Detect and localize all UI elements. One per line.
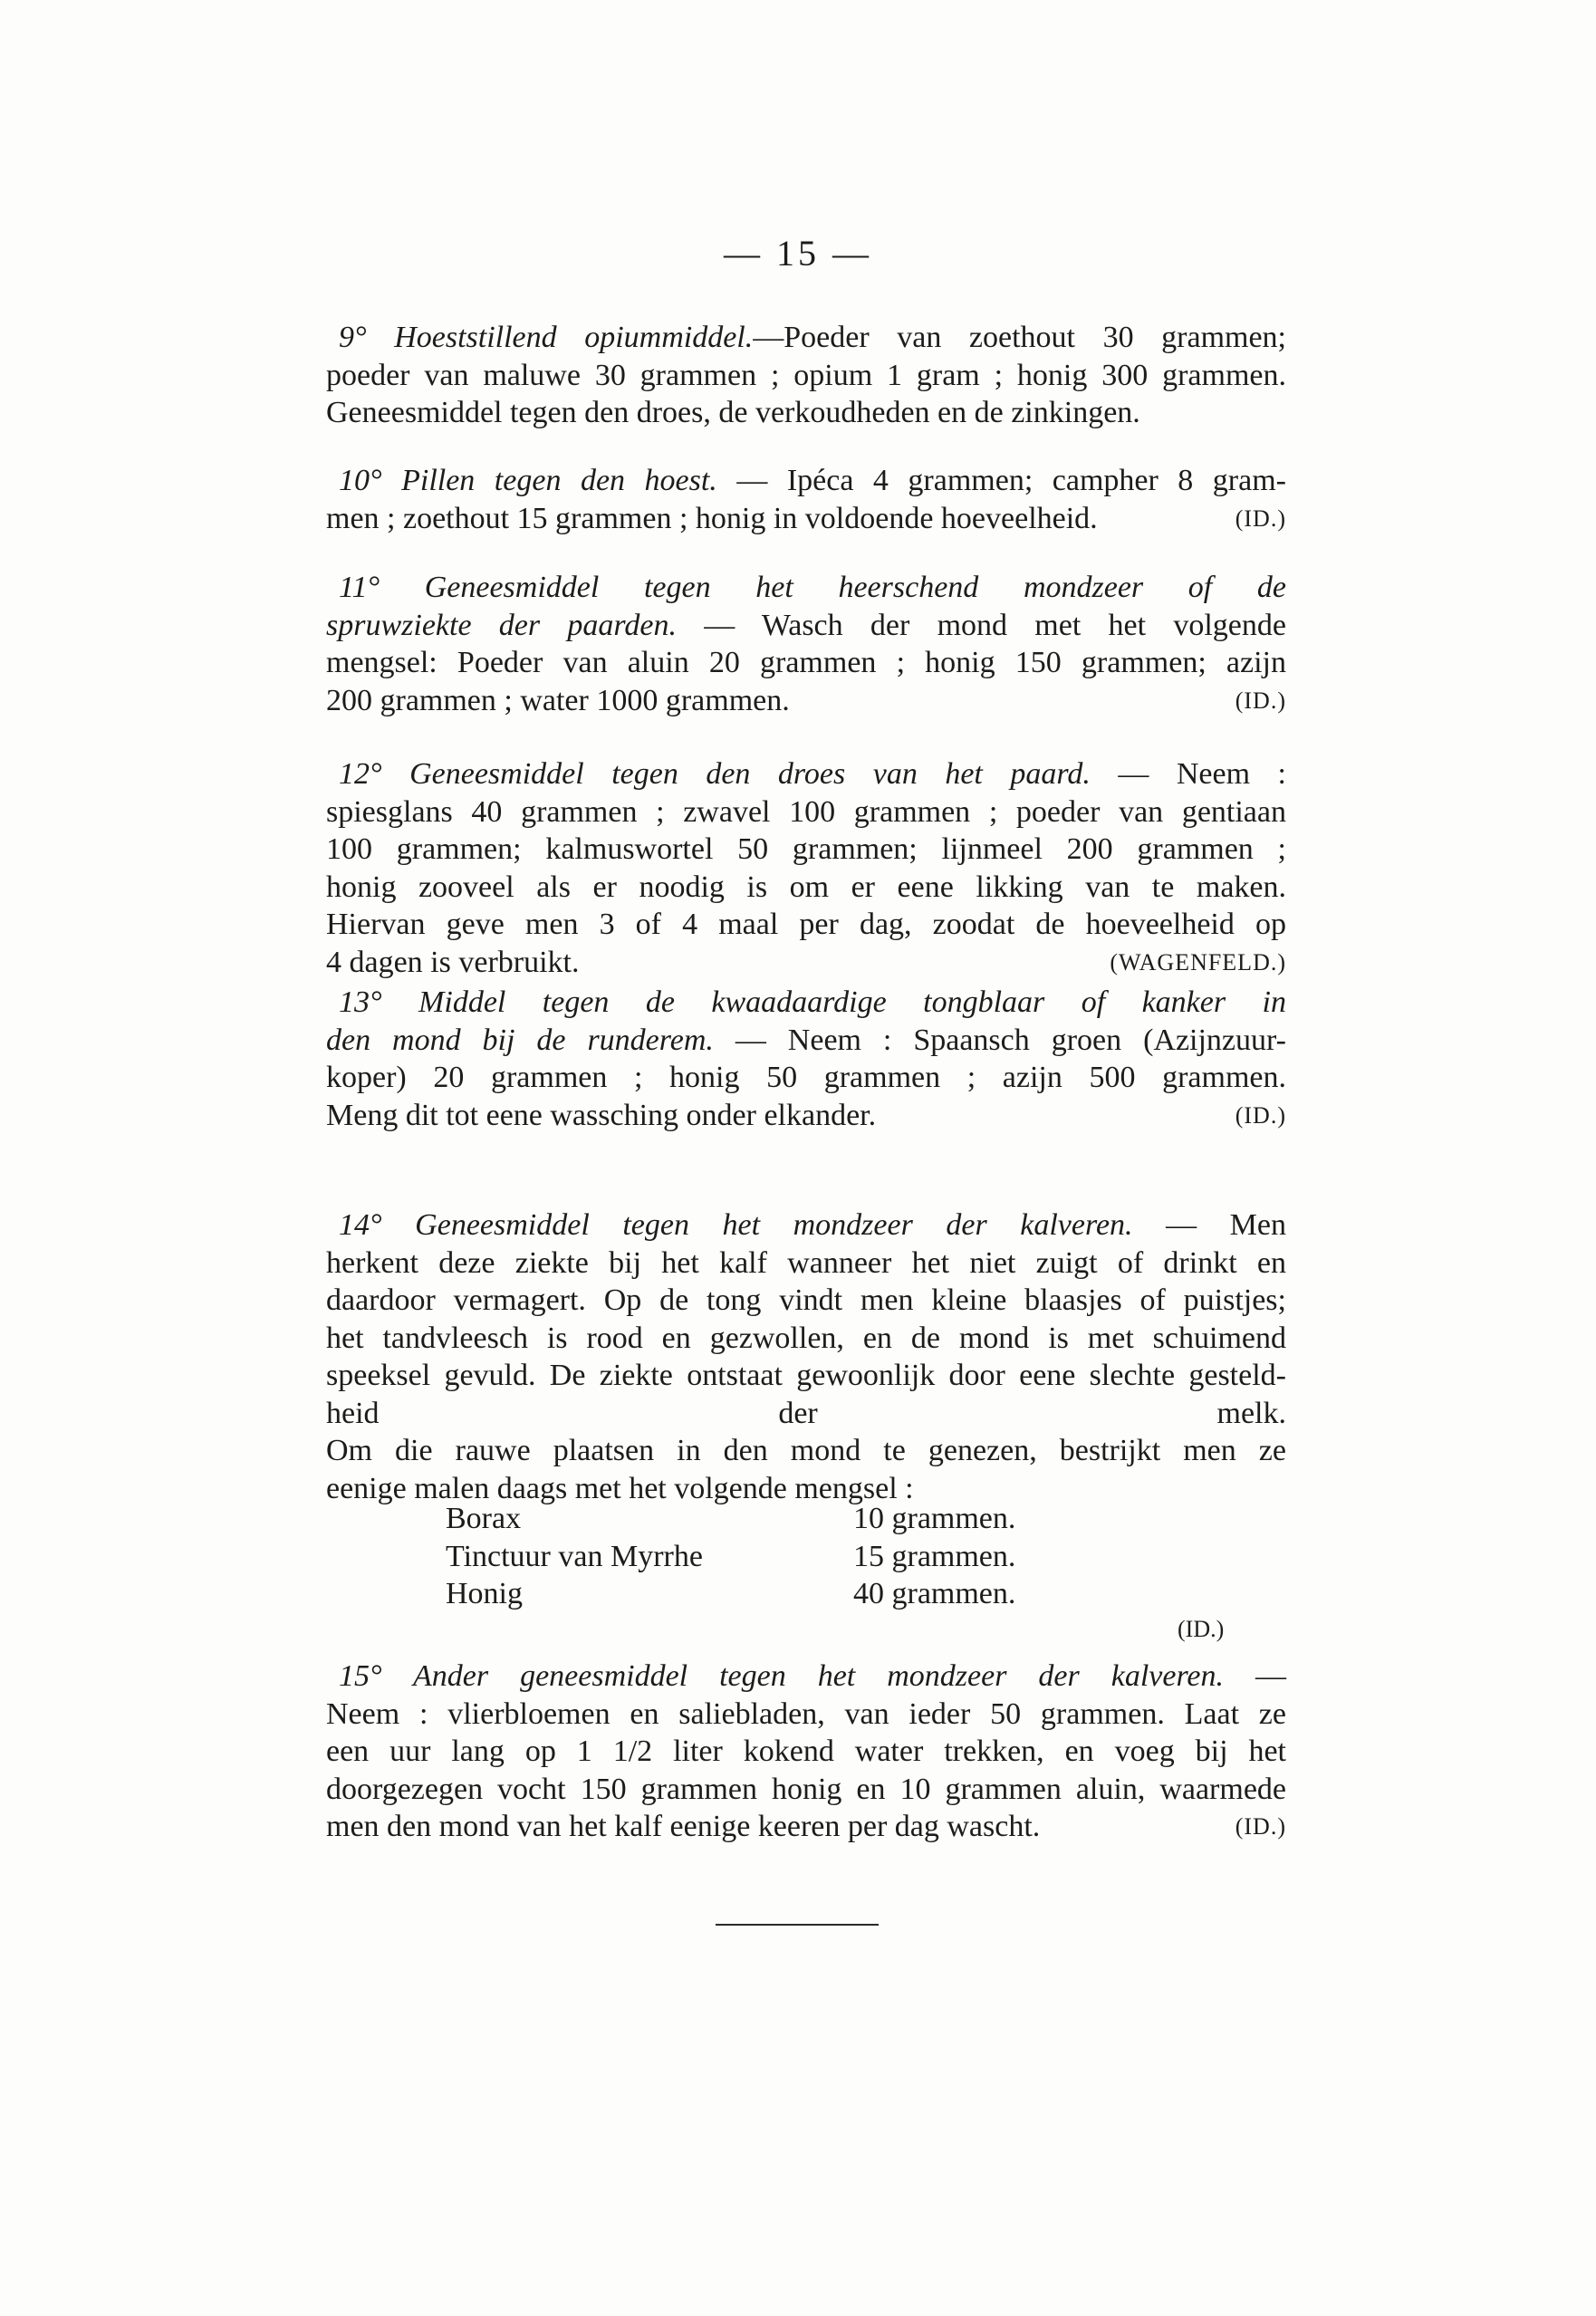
recipe-text: daardoor vermagert. Op de tong vindt men kleine blaasjes of puistjes; bbox=[326, 1283, 1286, 1317]
recipe-text: — Neem : Spaansch groen (Azijnzuur- bbox=[713, 1023, 1286, 1057]
recipe-number: 12° bbox=[339, 757, 410, 791]
source-citation: (ID.) bbox=[1235, 505, 1286, 532]
recipe-title: Geneesmiddel tegen het mondzeer der kalveren. bbox=[415, 1208, 1133, 1242]
recipe-number: 14° bbox=[339, 1208, 416, 1242]
line-content bbox=[326, 1283, 1286, 1317]
recipe-text: Hiervan geve men 3 of 4 maal per dag, zoodat de hoeveelheid op bbox=[326, 908, 1286, 941]
text-line bbox=[326, 1696, 1286, 1734]
recipe-text: speeksel gevuld. De ziekte ontstaat gewoonlijk door eene slechte gesteld- bbox=[326, 1359, 1286, 1392]
ingredient-quantity: 15 grammen. bbox=[853, 1539, 1016, 1573]
recipe-text: 100 grammen; kalmuswortel 50 grammen; lijnmeel 200 grammen ; bbox=[326, 832, 1286, 866]
recipe-text: Geneesmiddel tegen den droes, de verkoudheden en de zinkingen. bbox=[326, 396, 1140, 429]
recipe-entry bbox=[326, 984, 1286, 1134]
ingredient-quantity: 40 grammen. bbox=[853, 1577, 1016, 1610]
line-content bbox=[326, 1397, 1286, 1430]
recipe-text: —Poeder van zoethout 30 grammen; bbox=[753, 321, 1287, 354]
text-line bbox=[326, 1097, 1286, 1135]
recipe-text: men den mond van het kalf eenige keeren per dag wascht. bbox=[326, 1810, 1041, 1843]
line-content bbox=[326, 1359, 1286, 1392]
text-line bbox=[326, 1771, 1286, 1809]
line-content bbox=[326, 870, 1286, 904]
recipe-number: 13° bbox=[339, 985, 419, 1019]
text-line bbox=[326, 644, 1286, 682]
recipe-title: Pillen tegen den hoest. bbox=[401, 464, 717, 497]
line-content bbox=[326, 1097, 876, 1135]
recipe-number: 10° bbox=[339, 464, 402, 497]
recipe-text: koper) 20 grammen ; honig 50 grammen ; azijn 500 grammen. bbox=[326, 1061, 1286, 1094]
line-content bbox=[326, 1735, 1286, 1768]
line-content bbox=[326, 500, 1098, 538]
page-number: — 15 — bbox=[724, 233, 872, 274]
line-content bbox=[326, 795, 1286, 829]
line-content bbox=[339, 757, 1286, 791]
text-line bbox=[326, 569, 1286, 607]
line-content bbox=[326, 908, 1286, 941]
recipe-number: 11° bbox=[339, 571, 425, 604]
line-content bbox=[326, 646, 1286, 679]
text-line bbox=[326, 1206, 1286, 1244]
ingredient-quantity: 10 grammen. bbox=[853, 1502, 1016, 1535]
text-line bbox=[326, 682, 1286, 720]
line-content bbox=[326, 682, 790, 720]
ingredient-name: Borax bbox=[446, 1502, 522, 1535]
recipe-text: spiesglans 40 grammen ; zwavel 100 grammen ; poeder van gentiaan bbox=[326, 794, 1286, 829]
line-content bbox=[339, 571, 1286, 604]
text-line bbox=[326, 793, 1286, 831]
line-content bbox=[326, 1773, 1286, 1806]
line-content bbox=[339, 985, 1286, 1019]
ingredient-name: Tinctuur van Myrrhe bbox=[446, 1539, 703, 1573]
recipe-text: — Men bbox=[1132, 1208, 1286, 1242]
text-line bbox=[326, 984, 1286, 1022]
ingredient-name: Honig bbox=[446, 1577, 523, 1610]
line-content bbox=[326, 359, 1286, 392]
line-content bbox=[326, 396, 1140, 429]
recipe-title: Ander geneesmiddel tegen het mondzeer der kalveren. bbox=[412, 1659, 1225, 1693]
recipe-text: Neem : vlierbloemen en saliebladen, van ieder 50 grammen. Laat ze bbox=[326, 1696, 1286, 1731]
ingredient-row bbox=[446, 1575, 1116, 1613]
line-content bbox=[326, 944, 580, 982]
recipe-number: 15° bbox=[339, 1659, 413, 1693]
line-content bbox=[326, 1697, 1286, 1731]
recipe-text: men ; zoethout 15 grammen ; honig in voldoende hoeveelheid. bbox=[326, 501, 1098, 535]
recipe-entry bbox=[326, 319, 1286, 432]
line-content bbox=[339, 1659, 1286, 1693]
line-content bbox=[339, 464, 1286, 497]
ingredients-source: (ID.) bbox=[1178, 1616, 1225, 1642]
end-divider bbox=[716, 1924, 879, 1926]
text-line bbox=[326, 607, 1286, 645]
text-line bbox=[326, 357, 1286, 395]
text-line bbox=[326, 1320, 1286, 1358]
recipe-title: Middel tegen de kwaadaardige tongblaar of kanker in bbox=[418, 985, 1286, 1019]
text-line bbox=[326, 1432, 1286, 1470]
text-line bbox=[326, 1395, 1286, 1433]
recipe-entry bbox=[326, 1658, 1286, 1846]
text-line bbox=[326, 1357, 1286, 1395]
text-line bbox=[326, 1022, 1286, 1060]
recipe-title: Geneesmiddel tegen den droes van het paard. bbox=[409, 757, 1091, 791]
recipe-title: spruwziekte der paarden. bbox=[326, 608, 677, 642]
line-content bbox=[339, 321, 1286, 354]
text-line bbox=[326, 1059, 1286, 1097]
recipe-text: het tandvleesch is rood en gezwollen, en de mond is met schuimend bbox=[326, 1321, 1286, 1355]
line-content bbox=[326, 1434, 1286, 1467]
ingredient-row bbox=[446, 1500, 1116, 1538]
line-content bbox=[326, 1023, 1286, 1057]
text-line bbox=[326, 394, 1286, 432]
recipe-text: Om die rauwe plaatsen in den mond te genezen, bestrijkt men ze bbox=[326, 1434, 1286, 1467]
text-line bbox=[326, 906, 1286, 944]
recipe-number: 9° bbox=[339, 321, 395, 354]
text-line bbox=[326, 1733, 1286, 1771]
recipe-text: doorgezegen vocht 150 grammen honig en 10 grammen aluin, waarmede bbox=[326, 1772, 1286, 1806]
ingredient-row bbox=[446, 1538, 1116, 1576]
text-line bbox=[326, 944, 1286, 982]
recipe-title: Hoeststillend opiummiddel. bbox=[394, 321, 754, 354]
recipe-text: 4 dagen is verbruikt. bbox=[326, 945, 580, 979]
recipe-text: honig zooveel als er noodig is om er eene likking van te maken. bbox=[326, 870, 1286, 904]
recipe-entry bbox=[326, 755, 1286, 981]
recipe-text: een uur lang op 1 1/2 liter kokend water trekken, en voeg bij het bbox=[326, 1735, 1286, 1768]
text-line bbox=[326, 1658, 1286, 1696]
recipe-text: herkent deze ziekte bij het kalf wanneer het niet zuigt of drinkt en bbox=[326, 1245, 1286, 1280]
line-content bbox=[326, 1061, 1286, 1094]
source-citation: (ID.) bbox=[1235, 1813, 1286, 1840]
text-line bbox=[326, 319, 1286, 357]
recipe-text: eenige malen daags met het volgende mengsel : bbox=[326, 1471, 914, 1505]
recipe-text: Meng dit tot eene wassching onder elkander. bbox=[326, 1098, 877, 1132]
recipe-entry bbox=[326, 569, 1286, 719]
text-line bbox=[326, 1808, 1286, 1846]
text-line bbox=[326, 831, 1286, 869]
recipe-text: — bbox=[1224, 1659, 1287, 1693]
recipe-text: — Neem : bbox=[1090, 757, 1286, 791]
recipe-entry bbox=[326, 462, 1286, 537]
line-content bbox=[326, 609, 1286, 642]
line-content bbox=[339, 1208, 1286, 1242]
recipe-text: poeder van maluwe 30 grammen ; opium 1 gram ; honig 300 grammen. bbox=[326, 358, 1286, 392]
recipe-title: den mond bij de runderem. bbox=[326, 1023, 714, 1057]
source-citation: (WAGENFELD.) bbox=[1110, 948, 1286, 975]
recipe-text: — Wasch der mond met het volgende bbox=[676, 608, 1286, 642]
line-content bbox=[326, 1321, 1286, 1355]
source-citation: (ID.) bbox=[1235, 687, 1286, 714]
recipe-text: mengsel: Poeder van aluin 20 grammen ; honig 150 grammen; azijn bbox=[326, 646, 1286, 679]
text-line bbox=[326, 500, 1286, 538]
source-citation: (ID.) bbox=[1235, 1101, 1286, 1129]
text-line bbox=[326, 869, 1286, 907]
line-content bbox=[326, 1246, 1286, 1280]
text-line bbox=[326, 755, 1286, 793]
text-line bbox=[326, 1244, 1286, 1283]
ingredients-table bbox=[446, 1500, 1116, 1613]
recipe-text: heid der melk. bbox=[326, 1396, 1286, 1430]
recipe-text: — Ipéca 4 grammen; campher 8 gram- bbox=[716, 464, 1286, 497]
line-content bbox=[326, 832, 1286, 866]
text-line bbox=[326, 1282, 1286, 1320]
line-content bbox=[326, 1808, 1040, 1846]
text-line bbox=[326, 462, 1286, 500]
recipe-entry bbox=[326, 1206, 1286, 1507]
recipe-title: Geneesmiddel tegen het heerschend mondzeer of de bbox=[424, 571, 1286, 604]
recipe-text: 200 grammen ; water 1000 grammen. bbox=[326, 683, 790, 717]
